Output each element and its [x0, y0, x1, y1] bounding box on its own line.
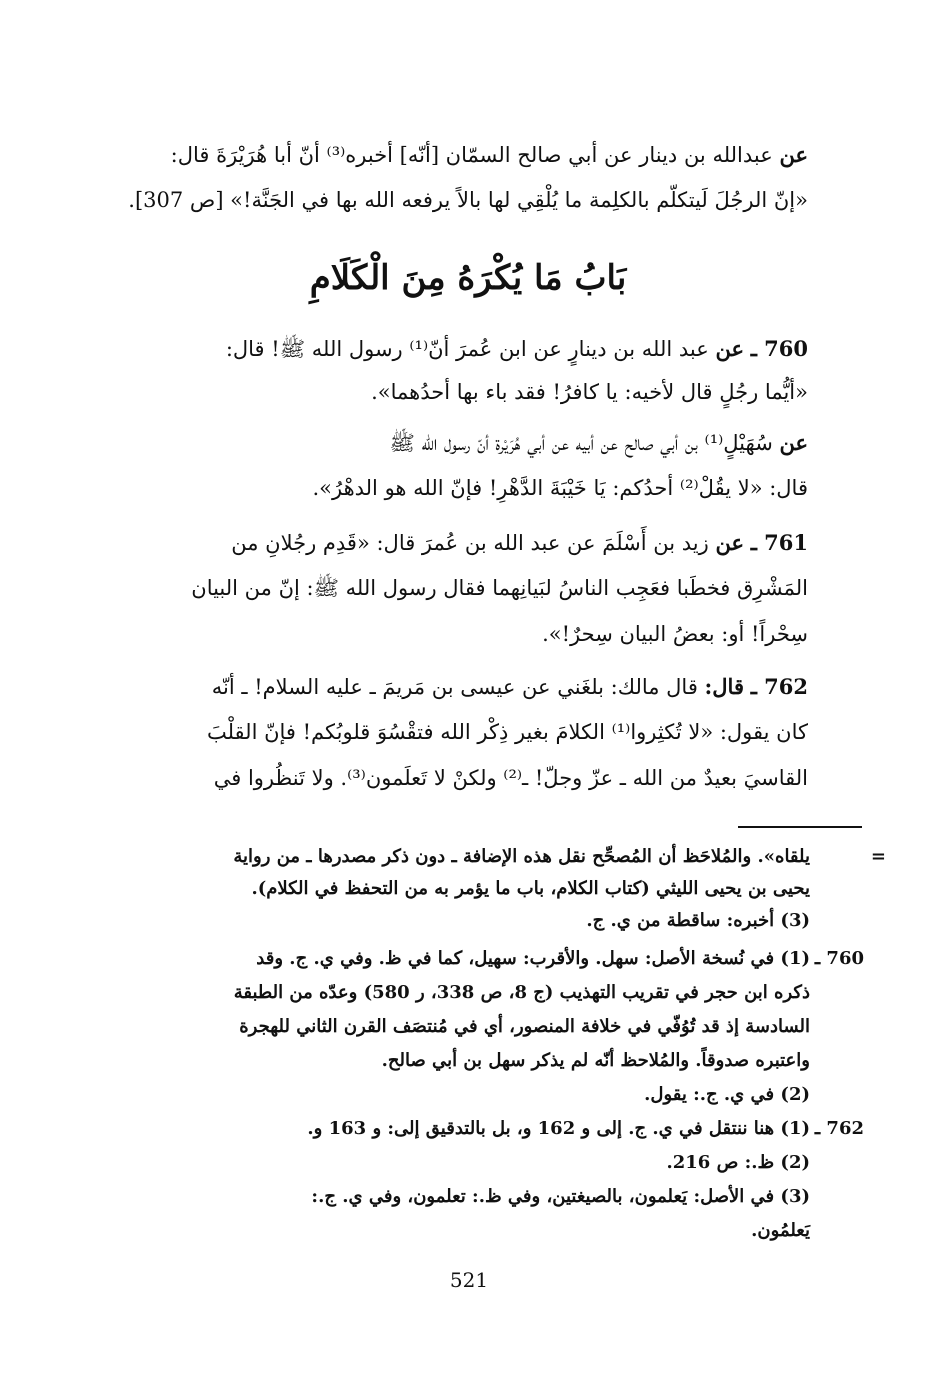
footnote-line — [130, 878, 810, 899]
footnote-line — [130, 1118, 810, 1139]
footnote-text: (1) هنا ننتقل في ي. ج. إلى و 162 و، بل بالتدقيق إلى: و 163 و. — [307, 1118, 810, 1139]
footnote-text: (3) في الأصل: يَعلمون، بالصيغتين، وفي ظ.: تعلمون، وفي ي. ج.: — [311, 1186, 810, 1207]
footnote-group-mark — [815, 1118, 864, 1139]
footnote-line — [130, 1050, 810, 1071]
line-text: كان يقول: «لا تُكثِروا⁽¹⁾ الكلامَ بغير ذِكْر الله فتقْسُوَ قلوبُكم! فإنّ القلْبَ — [206, 720, 808, 744]
footnote-line — [130, 846, 810, 867]
body-line-10 — [128, 676, 808, 698]
line-text: قال: «لا يقُلْ⁽²⁾ أحدُكم: يَا خَيْبَةَ الدَّهْرِ! فإنّ الله هو الدهْرُ». — [312, 476, 808, 500]
hadith-number: 760 ـ — [750, 336, 808, 361]
line-text: زيد بن أَسْلَمَ عن عبد الله بن عُمرَ قال: «قَدِم رجُلانِ من — [231, 531, 716, 555]
footnote-line — [130, 910, 810, 931]
footnote-text: (2) في ي. ج.: يقول. — [644, 1084, 810, 1105]
footnote-text: (2) ظ.: ص 216. — [666, 1152, 810, 1173]
body-line-3 — [128, 338, 808, 360]
lead-word: عن — [715, 336, 744, 361]
line-text: عبد الله بن دينارٍ عن ابن عُمرَ أنّ⁽¹⁾ رسول الله ﷺ! قال: — [225, 337, 716, 361]
body-line-11 — [128, 722, 808, 743]
body-line-5 — [128, 432, 808, 454]
body-line-1 — [128, 144, 808, 166]
footnote-line — [130, 1152, 810, 1173]
body-line-7 — [128, 532, 808, 554]
body-line-9 — [128, 624, 808, 645]
footnote-mark: 760 ـ — [814, 948, 864, 969]
line-text: المَشْرِق فخطَبا فعَجِب الناسُ لبَيانِهما فقال رسول الله ﷺ: إنّ من البيان — [191, 576, 808, 600]
footnote-line — [130, 982, 810, 1003]
footnote-text: ذكره ابن حجر في تقريب التهذيب (ج 8، ص 338، ر 580) وعدّه من الطبقة — [233, 982, 810, 1003]
line-text: قال مالك: بلغَني عن عيسى بن مَريمَ ـ عليه السلام! ـ أنّه — [211, 675, 705, 699]
footnote-text: يَعلمُون. — [751, 1220, 810, 1241]
hadith-number: 762 ـ — [750, 674, 808, 699]
lead-word: عن — [779, 430, 808, 455]
footnote-line — [871, 846, 886, 867]
lead-word: عن — [779, 142, 808, 167]
hadith-number: 761 ـ — [750, 530, 808, 555]
body-line-12 — [128, 768, 808, 789]
page-number: 521 — [449, 1268, 489, 1292]
footnote-text: يحيى بن يحيى الليثي (كتاب الكلام، باب ما يؤمر به من التحفظ في الكلام). — [251, 878, 810, 899]
body-line-2 — [128, 190, 808, 211]
footnote-separator — [738, 826, 862, 828]
footnote-line — [130, 1016, 810, 1037]
footnote-line — [130, 948, 810, 969]
footnote-line — [130, 1084, 810, 1105]
footnote-mark: 762 ـ — [814, 1118, 864, 1139]
footnote-text: يلقاه». والمُلاحَظ أن المُصحِّح نقل هذه الإضافة ـ دون ذكر مصدرها ـ من رواية — [233, 846, 810, 867]
chapter-heading: بَابُ مَا يُكْرَهُ مِنَ الْكَلَامِ — [309, 258, 627, 298]
line-text: «أيُّما رجُلٍ قال لأخيه: يا كافرُ! فقد باء بها أحدُهما». — [371, 380, 808, 404]
line-text: سِحْراً! أو: بعضُ البيان سِحرٌ!». — [542, 622, 808, 646]
lead-word: قال: — [704, 674, 744, 699]
footnote-mark: = — [870, 846, 886, 867]
footnote-line — [130, 1220, 810, 1241]
body-line-4 — [128, 382, 808, 403]
footnote-text: السادسة إذ قد تُوُفّي في خلافة المنصور، أي في مُنتصَف القرن الثاني للهجرة — [239, 1016, 810, 1037]
line-text: «إنّ الرجُلَ لَيتكلّم بالكلِمة ما يُلْقِي لها بالاً يرفعه الله بها في الجَنَّة!» [ص 307]. — [128, 188, 808, 212]
lead-word: عن — [715, 530, 744, 555]
line-text: سُهَيْلٍ⁽¹⁾ بن أبي صالح عن أبيه عن أبي هُرَيْرة أنّ رسول الله ﷺ — [389, 431, 780, 455]
body-line-8 — [128, 578, 808, 599]
footnote-line — [130, 1186, 810, 1207]
line-text: القاسيَ بعيدٌ من الله ـ عزّ وجلّ! ـ⁽²⁾ ولكنْ لا تَعلَمون⁽³⁾. ولا تَنظُروا في — [213, 766, 808, 790]
footnote-group-mark — [815, 948, 864, 969]
body-line-6 — [128, 478, 808, 499]
footnote-text: (1) في نُسخة الأصل: سهل. والأقرب: سهيل، كما في ظ. وفي ي. ج. وقد — [256, 948, 810, 969]
line-text: عبدالله بن دينار عن أبي صالح السمّان [أنّه] أخبره⁽³⁾ أنّ أبا هُرَيْرَةَ قال: — [170, 143, 780, 167]
footnote-text: (3) أخبره: ساقطة من ي. ج. — [586, 910, 810, 931]
footnote-text: واعتبره صدوقاً. والمُلاحظ أنّه لم يذكر سهل بن أبي صالح. — [381, 1050, 810, 1071]
